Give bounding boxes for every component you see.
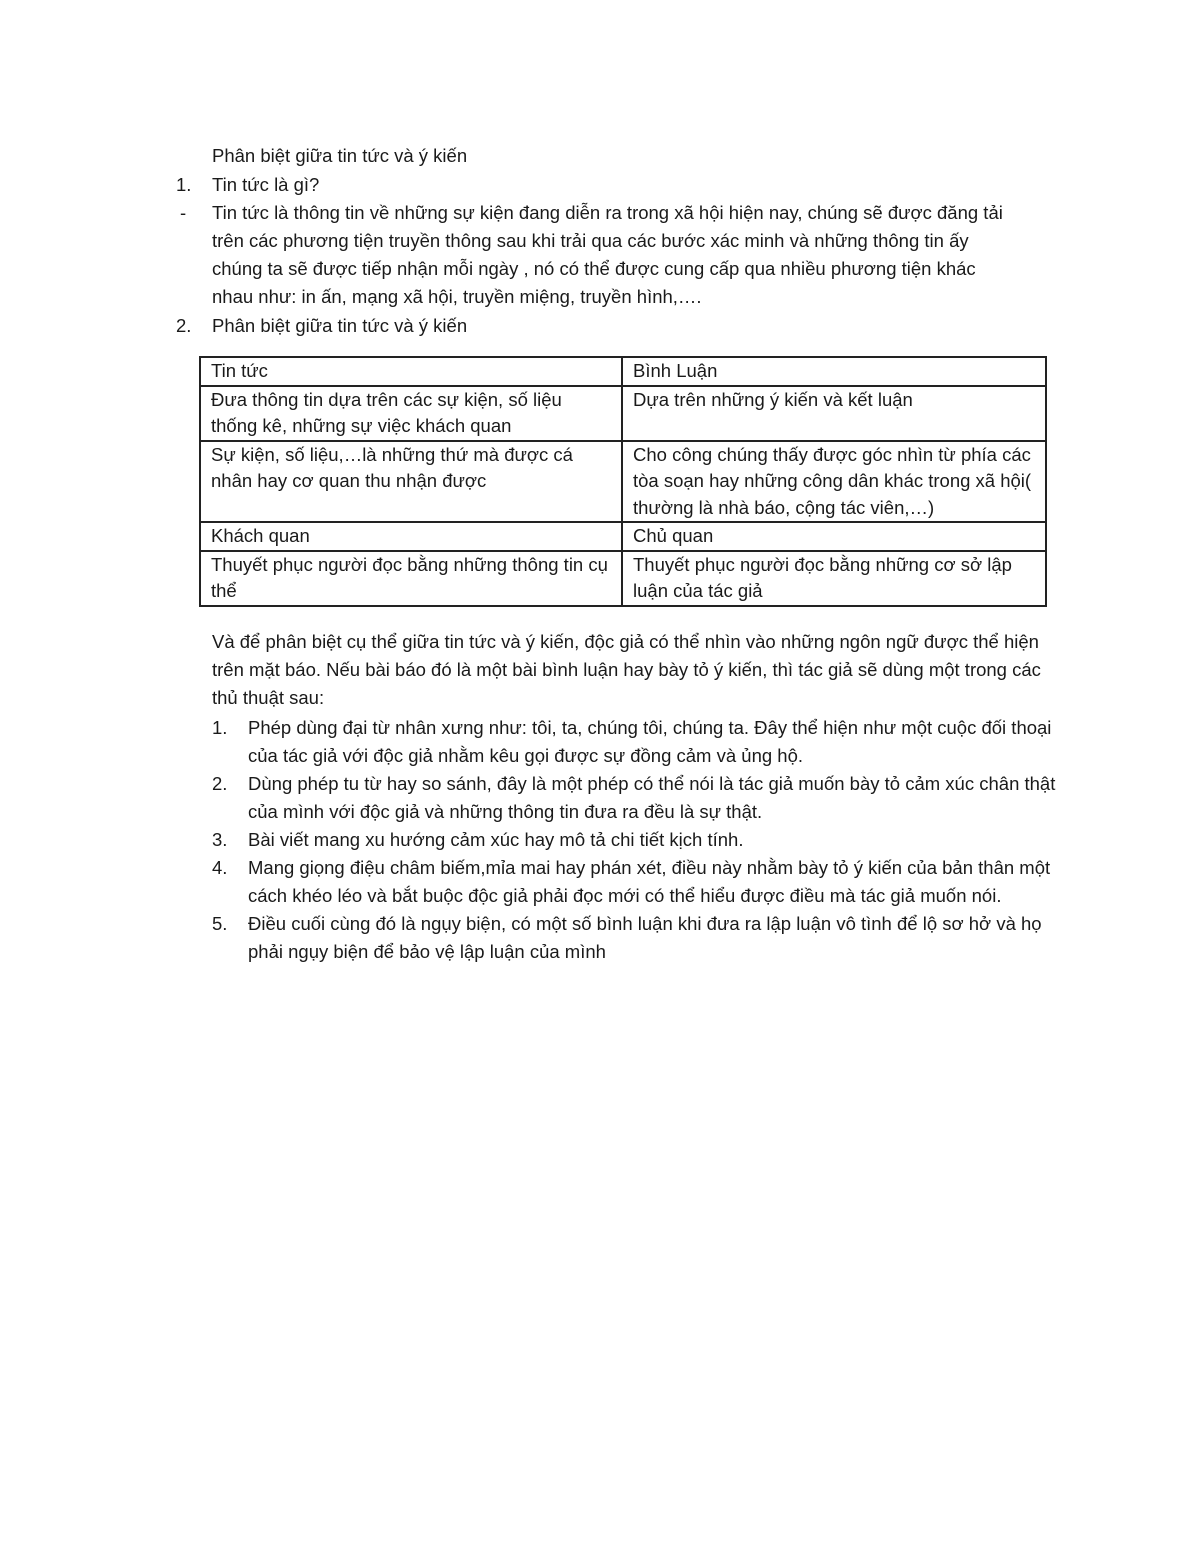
list-item bbox=[212, 826, 1062, 854]
list-item-number: 4. bbox=[212, 857, 228, 878]
table-header-cell: Tin tức bbox=[200, 357, 622, 386]
section-number-2: 2. bbox=[176, 315, 192, 336]
section-heading-2: Phân biệt giữa tin tức và ý kiến bbox=[212, 315, 468, 336]
list-item-text: Bài viết mang xu hướng cảm xúc hay mô tả chi tiết kịch tính. bbox=[248, 829, 744, 850]
list-item bbox=[212, 854, 1062, 910]
techniques-list bbox=[212, 714, 1062, 966]
list-item-number: 3. bbox=[212, 829, 228, 850]
table-row bbox=[200, 386, 1046, 441]
document-title: Phân biệt giữa tin tức và ý kiến bbox=[212, 145, 468, 166]
comparison-table bbox=[199, 356, 1047, 607]
table-cell: Thuyết phục người đọc bằng những cơ sở lập luận của tác giả bbox=[622, 551, 1046, 606]
list-item-number: 1. bbox=[212, 717, 228, 738]
list-item-text: Điều cuối cùng đó là ngụy biện, có một số bình luận khi đưa ra lập luận vô tình để lộ sơ hở và họ phải ngụy biện để bảo vệ lập luận của mình bbox=[248, 913, 1042, 962]
paragraph-line: trên các phương tiện truyền thông sau khi trải qua các bước xác minh và những thông tin ấy bbox=[212, 230, 969, 251]
paragraph-line: Tin tức là thông tin về những sự kiện đang diễn ra trong xã hội hiện nay, chúng sẽ được đăng tải bbox=[212, 202, 1003, 223]
section-heading-1: Tin tức là gì? bbox=[212, 174, 320, 195]
intro-paragraph: Và để phân biệt cụ thể giữa tin tức và ý kiến, độc giả có thể nhìn vào những ngôn ngữ được thể hiện trên mặt báo. Nếu bài báo đó là một bài bình luận hay bày tỏ ý kiến, thì tác giả sẽ dùng một trong các thủ thuật sau: bbox=[212, 631, 1041, 708]
table-cell: Cho công chúng thấy được góc nhìn từ phía các tòa soạn hay những công dân khác trong xã hội( thường là nhà báo, cộng tác viên,…) bbox=[622, 441, 1046, 523]
table-cell: Đưa thông tin dựa trên các sự kiện, số liệu thống kê, những sự việc khách quan bbox=[200, 386, 622, 441]
table-row bbox=[200, 441, 1046, 523]
table-cell: Khách quan bbox=[200, 522, 622, 551]
table-row bbox=[200, 551, 1046, 606]
table-header-cell: Bình Luận bbox=[622, 357, 1046, 386]
table-cell: Chủ quan bbox=[622, 522, 1046, 551]
paragraph-line: chúng ta sẽ được tiếp nhận mỗi ngày , nó có thể được cung cấp qua nhiều phương tiện khác bbox=[212, 258, 976, 279]
table-row bbox=[200, 522, 1046, 551]
table-cell: Dựa trên những ý kiến và kết luận bbox=[622, 386, 1046, 441]
list-item bbox=[212, 770, 1062, 826]
list-item bbox=[212, 714, 1062, 770]
table-header-row bbox=[200, 357, 1046, 386]
list-item-number: 5. bbox=[212, 913, 228, 934]
list-item-text: Phép dùng đại từ nhân xưng như: tôi, ta, chúng tôi, chúng ta. Đây thể hiện như một cuộc đối thoại của tác giả với độc giả nhằm kêu gọi được sự đồng cảm và ủng hộ. bbox=[248, 717, 1052, 766]
section-number-1: 1. bbox=[176, 174, 192, 195]
paragraph-line: nhau như: in ấn, mạng xã hội, truyền miệng, truyền hình,…. bbox=[212, 286, 702, 307]
list-item-text: Dùng phép tu từ hay so sánh, đây là một phép có thể nói là tác giả muốn bày tỏ cảm xúc chân thật của mình với độc giả và những thông tin đưa ra đều là sự thật. bbox=[248, 773, 1056, 822]
bullet-dash: - bbox=[180, 202, 187, 223]
table-cell: Thuyết phục người đọc bằng những thông tin cụ thể bbox=[200, 551, 622, 606]
list-item-number: 2. bbox=[212, 773, 228, 794]
list-item-text: Mang giọng điệu châm biếm,mỉa mai hay phán xét, điều này nhằm bày tỏ ý kiến của bản thân một cách khéo léo và bắt buộc độc giả phải đọc mới có thể hiểu được điều mà tác giả muốn nói. bbox=[248, 857, 1051, 906]
table-cell: Sự kiện, số liệu,…là những thứ mà được cá nhân hay cơ quan thu nhận được bbox=[200, 441, 622, 523]
list-item bbox=[212, 910, 1062, 966]
